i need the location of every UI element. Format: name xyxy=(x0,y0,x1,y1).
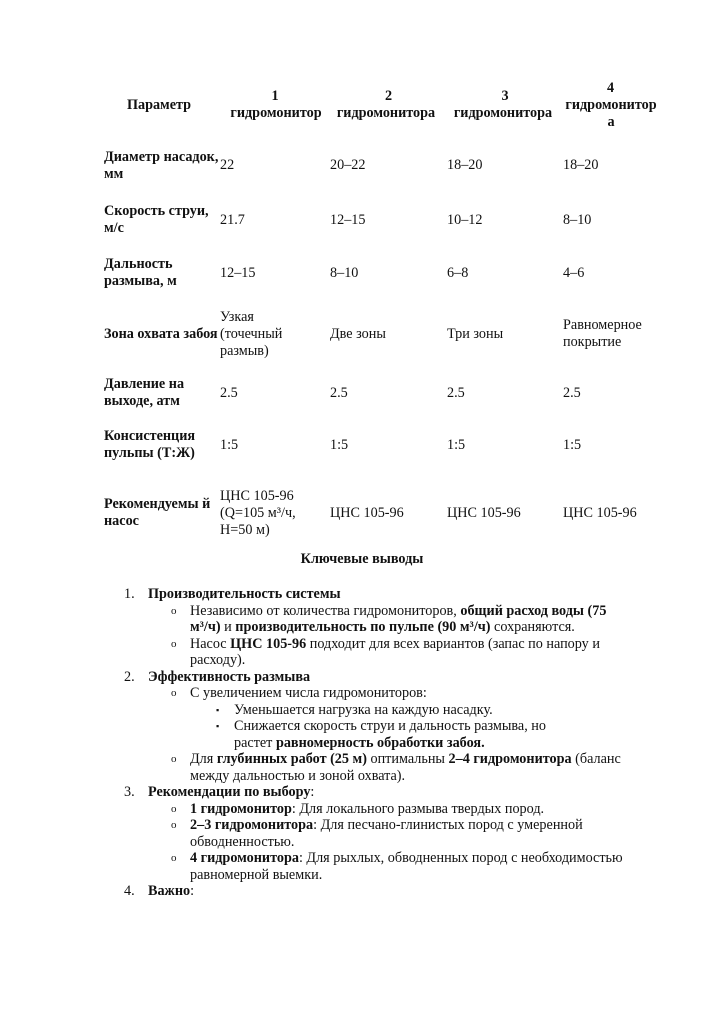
list-number: 1. xyxy=(124,586,135,602)
param-label: Скорость струи, м/с xyxy=(104,203,209,236)
header-cell-3: 3 гидромонитора xyxy=(453,88,553,121)
conclusions-title: Ключевые выводы xyxy=(300,551,424,567)
table-cell: Две зоны xyxy=(330,325,386,342)
table-cell: 18–20 xyxy=(447,157,483,173)
param-label: Консистенция пульпы (Т:Ж) xyxy=(104,428,196,461)
table-cell: 18–20 xyxy=(563,157,599,173)
conclusions-list xyxy=(0,586,724,900)
table-cell: 12–15 xyxy=(220,264,256,281)
table-cell: ЦНС 105-96 xyxy=(563,504,637,521)
header-cell-parameter: Параметр xyxy=(126,96,192,113)
table-row-jet-speed xyxy=(98,193,658,247)
list-subitem: o Независимо от количества гидромониторов, общий расход воды (75 м³/ч) и производительность по пульпе (90 м³/ч) сохраняются. xyxy=(171,602,607,635)
table-cell: 10–12 xyxy=(447,211,483,228)
circle-bullet-icon: o xyxy=(171,802,177,815)
table-cell: Равномерное покрытие xyxy=(563,317,642,350)
list-subitem: o С увеличением числа гидромониторов: xyxy=(171,685,427,701)
table-header-row xyxy=(98,72,658,138)
header-cell-4: 4 гидромонитора xyxy=(565,79,657,130)
param-label: Диаметр насадок, мм xyxy=(104,148,219,182)
list-subitem: o Насос ЦНС 105-96 подходит для всех вариантов (запас по напору и расходу). xyxy=(171,635,600,668)
table-cell: 22 xyxy=(220,157,235,173)
list-item: 3. Рекомендации по выбору: xyxy=(124,784,315,800)
table-cell: Три зоны xyxy=(447,325,504,342)
circle-bullet-icon: o xyxy=(171,753,177,765)
list-number: 4. xyxy=(124,883,135,899)
table-cell: 21.7 xyxy=(220,211,245,228)
list-number: 3. xyxy=(124,784,135,800)
table-cell: 12–15 xyxy=(330,211,366,228)
circle-bullet-icon: o xyxy=(171,687,177,699)
list-subsubitem: ▪ Уменьшается нагрузка на каждую насадку. xyxy=(216,701,493,718)
param-label: Дальность размыва, м xyxy=(104,256,177,289)
table-cell: 1:5 xyxy=(220,436,239,453)
circle-bullet-icon: o xyxy=(171,819,177,831)
list-subsubitem: ▪ Снижается скорость струи и дальность размыва, но растет равномерность обработки забоя. xyxy=(216,718,546,751)
table-cell: ЦНС 105-96 xyxy=(447,504,521,521)
table-cell: 2.5 xyxy=(447,384,465,401)
table-cell: ЦНС 105-96 xyxy=(330,504,404,521)
parameters-table xyxy=(98,72,658,553)
table-row-outlet-pressure xyxy=(98,369,658,417)
table-row-face-coverage xyxy=(98,299,658,369)
table-cell: 4–6 xyxy=(563,264,585,281)
table-cell: 2.5 xyxy=(220,384,238,401)
table-row-recommended-pump xyxy=(98,473,658,553)
circle-bullet-icon: o xyxy=(171,852,177,864)
table-cell: 2.5 xyxy=(563,384,581,401)
table-cell: 20–22 xyxy=(330,157,366,173)
header-cell-1: 1 гидромонитор xyxy=(230,88,322,121)
square-bullet-icon: ▪ xyxy=(216,704,220,715)
table-row-nozzle-diameter xyxy=(98,138,658,193)
list-item: 1. Производительность системы xyxy=(124,586,341,602)
param-label: Зона охвата забоя xyxy=(104,325,218,342)
list-subitem: o Для глубинных работ (25 м) оптимальны 2–4 гидромонитора (баланс между дальностью и зоной охвата). xyxy=(171,751,621,784)
table-cell: 1:5 xyxy=(330,436,349,453)
param-label: Рекомендуемы й насос xyxy=(104,496,211,529)
list-subitem: o 1 гидромонитор: Для локального размыва твердых пород. xyxy=(171,800,545,817)
circle-bullet-icon: o xyxy=(171,604,177,617)
list-item: 2. Эффективность размыва xyxy=(124,668,311,685)
list-number: 2. xyxy=(124,668,135,685)
square-bullet-icon: ▪ xyxy=(216,721,220,731)
table-cell: 1:5 xyxy=(563,436,582,453)
table-cell: ЦНС 105-96 (Q=105 м³/ч, H=50 м) xyxy=(220,487,296,538)
list-item: 4. Важно: xyxy=(124,883,195,899)
table-cell: 2.5 xyxy=(330,384,348,401)
table-cell: 1:5 xyxy=(447,436,466,453)
header-cell-2: 2 гидромонитора xyxy=(336,88,436,121)
param-label: Давление на выходе, атм xyxy=(104,376,185,409)
table-cell: 8–10 xyxy=(563,211,592,228)
circle-bullet-icon: o xyxy=(171,637,177,650)
table-cell: 6–8 xyxy=(447,264,469,281)
table-cell: 8–10 xyxy=(330,264,359,281)
table-row-washout-range xyxy=(98,247,658,299)
table-row-pulp-consistency xyxy=(98,417,658,473)
list-subitem: o 2–3 гидромонитора: Для песчано-глинистых пород с умеренной обводненностью. xyxy=(171,817,583,850)
list-subitem: o 4 гидромонитора: Для рыхлых, обводненных пород с необходимостью равномерной выемки. xyxy=(171,850,623,883)
table-cell: Узкая (точечный размыв) xyxy=(220,308,283,359)
